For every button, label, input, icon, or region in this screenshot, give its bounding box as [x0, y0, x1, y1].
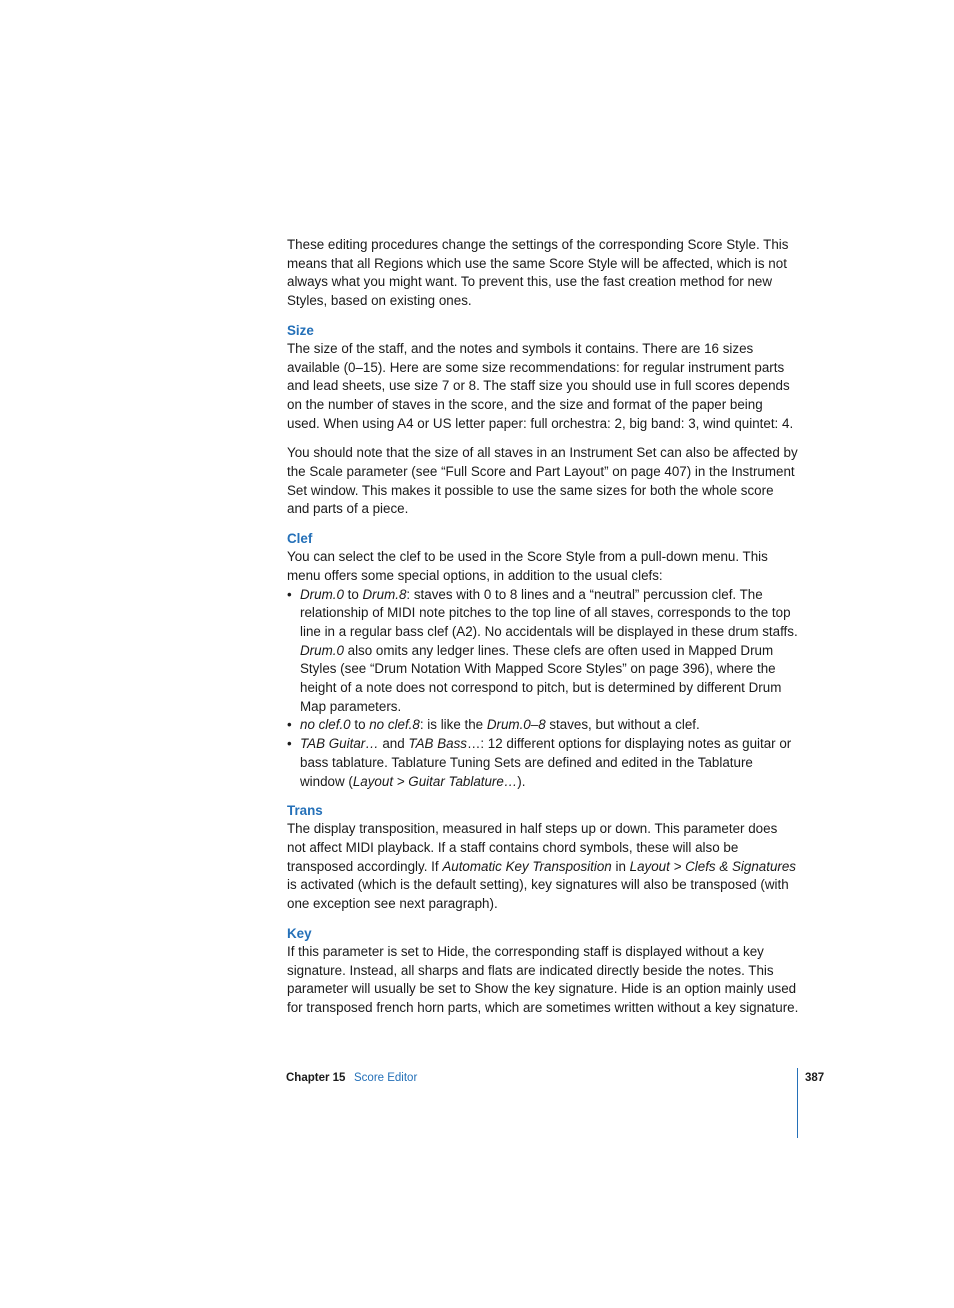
trans-paragraph	[287, 820, 799, 914]
body-text: The display transposition, measured in half steps up or down. This parameter does not affect MIDI playback. If a staff contains chord symbols, these will also be transposed accordingly. If	[287, 821, 778, 874]
list-text: to	[343, 586, 363, 602]
italic-term: Drum.8	[362, 586, 407, 602]
italic-term: no clef.0	[300, 717, 351, 733]
footer-divider	[797, 1068, 798, 1138]
bullet-icon: •	[287, 717, 292, 733]
body-text: is activated (which is the default setting), key signatures will also be transposed (with one exception see next paragraph).	[287, 877, 789, 912]
italic-term: Automatic Key Transposition	[442, 858, 612, 874]
chapter-label: Chapter 15	[286, 1072, 346, 1084]
italic-term: Drum.0	[300, 642, 344, 658]
list-text: to	[350, 717, 370, 733]
italic-term: no clef.8	[369, 717, 420, 733]
list-text: : is like the	[419, 717, 487, 733]
page-content	[287, 236, 799, 1018]
list-text: : staves with 0 to 8 lines and a “neutral” percussion clef. The relationship of MIDI note pitches to the top line of all staves, corresponds to the top line in a regular bass clef (A2). No accidentals will be displayed in these drum staffs.	[300, 586, 798, 639]
chapter-title-link[interactable]: Score Editor	[354, 1072, 418, 1084]
section-clef	[287, 529, 799, 791]
list-text: ).	[517, 773, 526, 789]
section-size	[287, 321, 799, 519]
section-key	[287, 924, 799, 1018]
italic-term: TAB Guitar…	[300, 736, 379, 752]
list-item	[287, 586, 799, 717]
clef-paragraph: You can select the clef to be used in the Score Style from a pull-down menu. This menu offers some special options, in addition to the usual clefs:	[287, 549, 768, 583]
list-item	[287, 735, 799, 791]
italic-term: Layout > Guitar Tablature…	[352, 773, 518, 789]
section-trans	[287, 801, 799, 914]
size-paragraph-2: You should note that the size of all staves in an Instrument Set can also be affected by the Scale parameter (see “Full Score and Part Layout” on page 407) in the Instrument Set window. This makes it possible to use the same sizes for both the whole score and parts of a piece.	[287, 445, 798, 517]
list-item	[287, 716, 799, 735]
list-text: and	[378, 736, 409, 752]
section-heading-clef: Clef	[287, 531, 313, 547]
section-heading-size: Size	[287, 322, 314, 338]
section-heading-trans: Trans	[287, 803, 323, 819]
list-text: …: 12 different options for displaying notes as guitar or bass tablature. Tablature Tuning Sets are defined and edited in the Tablature window (	[300, 736, 792, 789]
key-paragraph: If this parameter is set to Hide, the corresponding staff is displayed without a key signature. Instead, all sharps and flats are indicated directly beside the notes. This parameter will usually be set to Show the key signature. Hide is an option mainly used for transposed french horn parts, which are sometimes written without a key signature.	[287, 943, 799, 1015]
italic-term: Layout > Clefs & Signatures	[629, 858, 797, 874]
body-text: in	[611, 858, 630, 874]
list-text: staves, but without a clef.	[545, 717, 700, 733]
intro-paragraph: These editing procedures change the settings of the corresponding Score Style. This means that all Regions which use the same Score Style will be affected, which is not always what you might want. To prevent this, use the fast creation method for new Styles, based on existing ones.	[287, 237, 789, 309]
bullet-icon: •	[287, 736, 292, 752]
clef-options-list	[287, 586, 799, 792]
bullet-icon: •	[287, 586, 292, 602]
italic-term: TAB Bass	[408, 736, 467, 752]
list-text: also omits any ledger lines. These clefs are often used in Mapped Drum Styles (see “Drum Notation With Mapped Score Styles” on page 396), where the height of a note does not correspond to pitch, but is determined by different Drum Map parameters.	[300, 642, 782, 714]
page-number: 387	[805, 1072, 825, 1084]
italic-term: Drum.0	[300, 586, 344, 602]
section-heading-key: Key	[287, 925, 312, 941]
italic-term: Drum.0–8	[486, 717, 546, 733]
size-paragraph-1: The size of the staff, and the notes and symbols it contains. There are 16 sizes available (0–15). Here are some size recommendations: for regular instrument parts and lead sheets, use size 7 or 8. The staff size you should use in full scores depends on the number of staves in the score, and the size and format of the paper being used. When using A4 or US letter paper: full orchestra: 2, big band: 3, wind quintet: 4.	[287, 340, 794, 431]
